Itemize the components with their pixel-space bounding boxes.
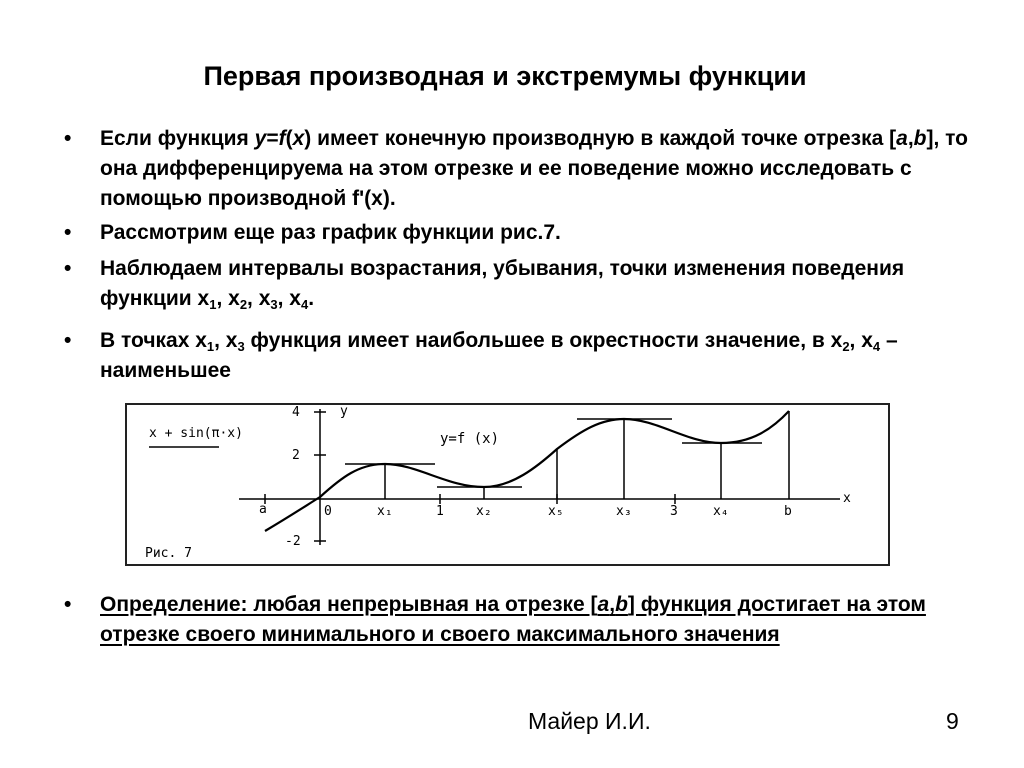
text-run: ] функция достигает на этом отрезке своего минимального и своего максимального значения — [100, 593, 926, 646]
text-run: ) имеет конечную производную в каждой точке отрезка [ — [304, 127, 897, 150]
y-axis-label: y — [340, 405, 348, 419]
definition-text — [100, 590, 944, 650]
bullet-text-3 — [100, 254, 984, 314]
math-var-b: b — [615, 593, 628, 616]
x-tick-label-x1: x₁ — [377, 504, 393, 519]
bullet-item-3 — [64, 254, 984, 314]
math-var-a: a — [597, 593, 610, 616]
bullet-text-2: Рассмотрим еще раз график функции рис.7. — [100, 221, 561, 244]
subscript: 3 — [237, 339, 245, 354]
subscript: 1 — [209, 297, 217, 312]
text-run: , x — [216, 287, 240, 310]
text-run: , x — [277, 287, 301, 310]
math-var-b: b — [913, 127, 927, 150]
text-run: , x — [247, 287, 271, 310]
author-name: Майер И.И. — [528, 708, 651, 734]
text-run: . — [308, 287, 315, 310]
x-tick-label-0: 0 — [324, 504, 332, 519]
y-tick-label-2: 2 — [292, 448, 300, 463]
bullet-marker: • — [64, 127, 72, 150]
bullet-marker: • — [64, 257, 72, 280]
y-tick-label-minus-2: -2 — [285, 534, 301, 549]
bullet-marker: • — [64, 221, 72, 244]
subscript: 2 — [842, 339, 850, 354]
bullet-text-4 — [100, 326, 984, 386]
bullet-item-4 — [64, 326, 984, 386]
text-run: ( — [285, 127, 293, 150]
bullet-text-1 — [100, 124, 984, 214]
bullet-list — [64, 124, 984, 386]
text-run: ], то она дифференцируема на этом отрезке и ее поведение можно исследовать с помощью производной f'(x). — [100, 127, 968, 210]
function-graph-svg — [127, 405, 892, 568]
slide-title: Первая производная и экстремумы функции — [203, 61, 807, 91]
text-run: – наименьшее — [100, 329, 898, 382]
curve-label: y=f (x) — [440, 431, 500, 447]
text-run: функция имеет наибольшее в окрестности значение, в x — [244, 329, 843, 352]
bullet-marker: • — [64, 329, 72, 352]
math-var-f: f — [278, 127, 286, 150]
text-run: , — [907, 127, 914, 150]
page-number: 9 — [946, 708, 959, 734]
bullet-item-1 — [64, 124, 984, 214]
x-tick-label-x4: x₄ — [713, 504, 729, 519]
x-tick-label-x5: x₅ — [548, 504, 564, 519]
function-curve — [265, 411, 789, 531]
bullet-marker: • — [64, 593, 72, 616]
function-graph-figure — [125, 403, 890, 566]
text-run: Наблюдаем интервалы возрастания, убывания, точки изменения поведения функции x — [100, 257, 905, 310]
x-tick-label-x3: x₃ — [616, 504, 632, 519]
x-tick-label-1: 1 — [436, 504, 444, 519]
subscript: 4 — [301, 297, 309, 312]
x-tick-label-3: 3 — [670, 504, 678, 519]
text-run: , x — [849, 329, 873, 352]
text-run: , x — [214, 329, 238, 352]
text-run: = — [266, 127, 279, 150]
x-tick-label-x2: x₂ — [476, 504, 492, 519]
definition-item — [64, 590, 944, 650]
subscript: 1 — [206, 339, 215, 354]
text-run: Определение: любая непрерывная на отрезке [ — [100, 593, 598, 616]
subscript: 2 — [239, 297, 248, 312]
math-var-y: y — [254, 127, 267, 150]
bullet-item-2 — [64, 218, 984, 248]
math-var-x: x — [292, 127, 305, 150]
x-tick-label-b: b — [784, 504, 792, 519]
text-run: В точках x — [100, 329, 207, 352]
text-run: Если функция — [100, 127, 255, 150]
subscript: 4 — [872, 339, 881, 354]
x-tick-label-a: a — [259, 502, 267, 517]
subscript: 3 — [270, 297, 278, 312]
figure-caption: Рис. 7 — [145, 546, 192, 561]
y-tick-label-4: 4 — [292, 405, 300, 420]
math-var-a: a — [896, 127, 908, 150]
x-axis-label: x — [843, 491, 851, 506]
legend-formula: x + sin(π·x) — [149, 426, 243, 441]
text-run: , — [609, 593, 616, 616]
